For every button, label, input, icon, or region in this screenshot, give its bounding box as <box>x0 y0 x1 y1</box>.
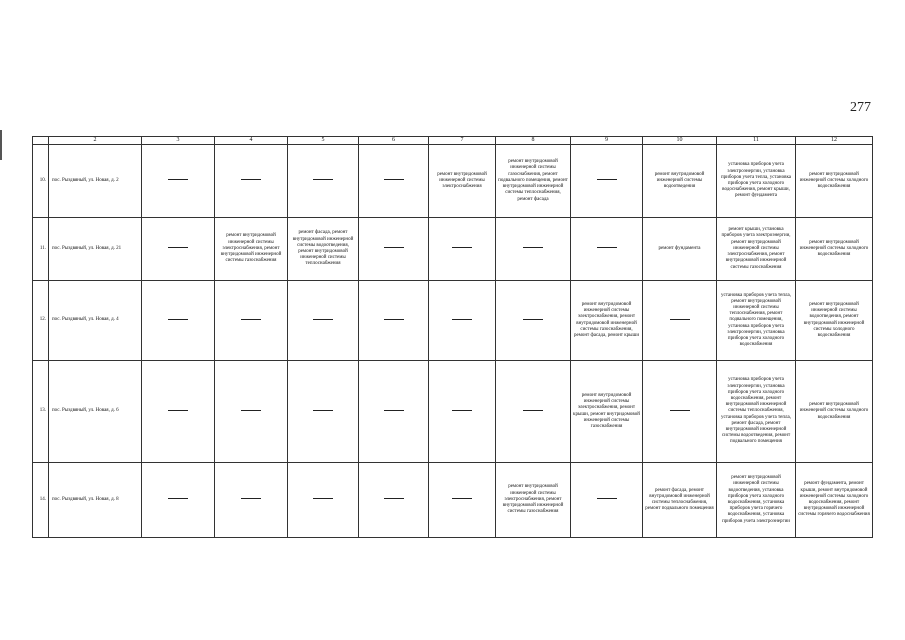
cell-col7 <box>429 361 496 463</box>
cell-col9: ремонт внутридомовой инженерной системы электроснабжения, ремонт внутридомовой инженерной системы газоснабжения, ремонт фасада, ремонт крыши <box>571 281 643 361</box>
header-cell: 2 <box>49 137 142 145</box>
cell-col9 <box>571 463 643 538</box>
cell-col5: ремонт фасада, ремонт внутридомовой инженерной системы водоотведения, ремонт внутридомовой инженерной системы теплоснабжения <box>288 218 359 281</box>
empty-dash <box>523 247 543 248</box>
row-number: 12. <box>33 281 49 361</box>
empty-dash <box>168 179 188 180</box>
header-cell: 10 <box>643 137 717 145</box>
repair-schedule-table <box>32 136 873 538</box>
empty-dash <box>384 319 404 320</box>
row-number: 13. <box>33 361 49 463</box>
empty-dash <box>168 410 188 411</box>
header-cell: 4 <box>215 137 288 145</box>
table-row <box>33 463 873 538</box>
cell-col10: ремонт фасада, ремонт внутридомовой инженерной системы теплоснабжения, ремонт подвального помещения <box>643 463 717 538</box>
cell-col8: ремонт внутридомовой инженерной системы электроснабжения, ремонт внутридомовой инженерной системы газоснабжения <box>496 463 571 538</box>
table-row <box>33 361 873 463</box>
cell-col3 <box>142 361 215 463</box>
row-address: пос. Рыздвяный, ул. Новая, д. 21 <box>49 218 142 281</box>
cell-col5 <box>288 145 359 218</box>
header-cell: 8 <box>496 137 571 145</box>
cell-col12: ремонт внутридомовой инженерной системы холодного водоснабжения <box>796 145 873 218</box>
table-row <box>33 281 873 361</box>
cell-col10 <box>643 361 717 463</box>
cell-col4 <box>215 281 288 361</box>
cell-col10: ремонт фундамента <box>643 218 717 281</box>
empty-dash <box>384 498 404 499</box>
empty-dash <box>168 498 188 499</box>
cell-col7 <box>429 281 496 361</box>
row-number: 14. <box>33 463 49 538</box>
row-address: пос. Рыздвяный, ул. Новая, д. 8 <box>49 463 142 538</box>
row-number: 10. <box>33 145 49 218</box>
header-cell: 9 <box>571 137 643 145</box>
empty-dash <box>241 319 261 320</box>
empty-dash <box>384 410 404 411</box>
cell-col12: ремонт внутридомовой инженерной системы холодного водоснабжения <box>796 218 873 281</box>
cell-col8 <box>496 218 571 281</box>
cell-col5 <box>288 463 359 538</box>
page-edge-mark <box>0 130 2 160</box>
empty-dash <box>241 410 261 411</box>
header-cell: 3 <box>142 137 215 145</box>
cell-col3 <box>142 281 215 361</box>
header-cell: 7 <box>429 137 496 145</box>
table-row <box>33 145 873 218</box>
empty-dash <box>597 179 617 180</box>
row-number: 11. <box>33 218 49 281</box>
cell-col11: ремонт крыши, установка приборов учета электроэнергии, ремонт внутридомовой инженерной системы электроснабжения, ремонт внутридомовой инженерной системы газоснабжения <box>717 218 796 281</box>
empty-dash <box>168 319 188 320</box>
empty-dash <box>313 410 333 411</box>
cell-col8 <box>496 281 571 361</box>
cell-col10 <box>643 281 717 361</box>
cell-col11: установка приборов учета тепла, ремонт внутридомовой инженерной системы теплоснабжения, ремонт подвального помещения, установка приборов учета электроэнергии, установка приборов учета холодного водоснабжения <box>717 281 796 361</box>
cell-col10: ремонт внутридомовой инженерной системы водоотведения <box>643 145 717 218</box>
cell-col7 <box>429 463 496 538</box>
cell-col7: ремонт внутридомовой инженерной системы электроснабжения <box>429 145 496 218</box>
cell-col4 <box>215 463 288 538</box>
empty-dash <box>241 498 261 499</box>
cell-col12: ремонт внутридомовой инженерной системы водоотведения, ремонт внутридомовой инженерной системы холодного водоснабжения <box>796 281 873 361</box>
cell-col11: ремонт внутридомовой инженерной системы водоотведения, установка приборов учета холодного водоснабжения, установка приборов учета горячего водоснабжения, установка приборов учета электроэнергии <box>717 463 796 538</box>
empty-dash <box>597 498 617 499</box>
cell-col9 <box>571 145 643 218</box>
cell-col5 <box>288 281 359 361</box>
header-cell: 11 <box>717 137 796 145</box>
cell-col6 <box>359 145 429 218</box>
cell-col6 <box>359 281 429 361</box>
cell-col11: установка приборов учета электроэнергии, установка приборов учета тепла, установка приборов учета холодного водоснабжения, ремонт крыши, ремонт фундамента <box>717 145 796 218</box>
cell-col9: ремонт внутридомовой инженерной системы электроснабжения, ремонт крыши, ремонт внутридомовой инженерной системы газоснабжения <box>571 361 643 463</box>
row-address: пос. Рыздвяный, ул. Новая, д. 2 <box>49 145 142 218</box>
empty-dash <box>168 247 188 248</box>
empty-dash <box>597 247 617 248</box>
cell-col3 <box>142 463 215 538</box>
empty-dash <box>523 319 543 320</box>
cell-col11: установка приборов учета электроэнергии, установка приборов учета холодного водоснабжения, ремонт внутридомовой инженерной системы теплоснабжения, установка приборов учета тепла, ремонт фасада, ремонт внутридомовой инженерной системы водоотведения, ремонт подвального помещения <box>717 361 796 463</box>
header-cell: 12 <box>796 137 873 145</box>
empty-dash <box>241 179 261 180</box>
cell-col5 <box>288 361 359 463</box>
empty-dash <box>452 498 472 499</box>
empty-dash <box>670 410 690 411</box>
empty-dash <box>670 319 690 320</box>
cell-col6 <box>359 218 429 281</box>
header-cell: 6 <box>359 137 429 145</box>
empty-dash <box>384 247 404 248</box>
cell-col4 <box>215 361 288 463</box>
cell-col7 <box>429 218 496 281</box>
empty-dash <box>452 247 472 248</box>
cell-col12: ремонт внутридомовой инженерной системы холодного водоснабжения <box>796 361 873 463</box>
cell-col8: ремонт внутридомовой инженерной системы газоснабжения, ремонт подвального помещения, ремонт внутридомовой инженерной системы теплоснабжения, ремонт фасада <box>496 145 571 218</box>
cell-col12: ремонт фундамента, ремонт крыши, ремонт внутридомовой инженерной системы холодного водоснабжения, ремонт внутридомовой инженерной системы горячего водоснабжения <box>796 463 873 538</box>
empty-dash <box>313 319 333 320</box>
empty-dash <box>313 179 333 180</box>
empty-dash <box>523 410 543 411</box>
cell-col8 <box>496 361 571 463</box>
row-address: пос. Рыздвяный, ул. Новая, д. 4 <box>49 281 142 361</box>
empty-dash <box>452 410 472 411</box>
page-number: 277 <box>850 100 871 115</box>
table-row <box>33 218 873 281</box>
cell-col4 <box>215 145 288 218</box>
cell-col3 <box>142 145 215 218</box>
cell-col3 <box>142 218 215 281</box>
cell-col6 <box>359 361 429 463</box>
row-address: пос. Рыздвяный, ул. Новая, д. 6 <box>49 361 142 463</box>
empty-dash <box>313 498 333 499</box>
cell-col9 <box>571 218 643 281</box>
header-cell: 5 <box>288 137 359 145</box>
header-cell <box>33 137 49 145</box>
empty-dash <box>452 319 472 320</box>
header-row <box>33 137 873 145</box>
cell-col4: ремонт внутридомовой инженерной системы электроснабжения, ремонт внутридомовой инженерной системы газоснабжения <box>215 218 288 281</box>
empty-dash <box>384 179 404 180</box>
cell-col6 <box>359 463 429 538</box>
